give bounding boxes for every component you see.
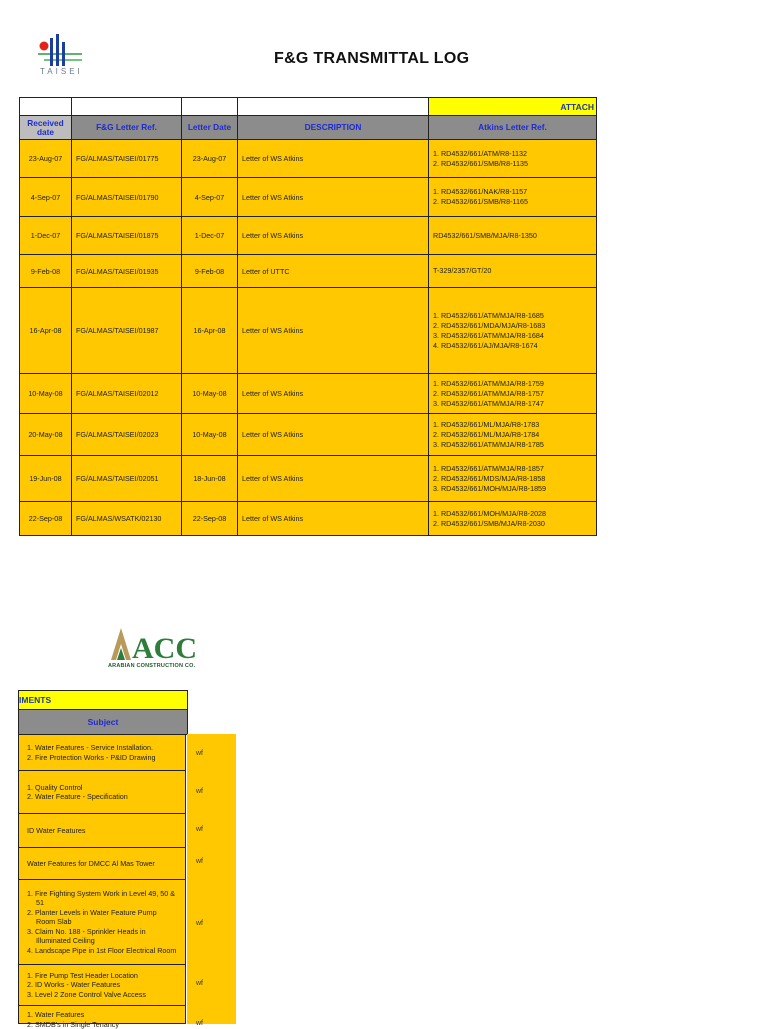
taisei-logo-text: TAISEI	[40, 67, 83, 76]
subject-item: 2. Fire Protection Works - P&ID Drawing	[27, 753, 155, 763]
subject-item: 2. Planter Levels in Water Feature Pump Room Slab	[27, 908, 177, 927]
table-row	[20, 288, 597, 374]
code-cell: wf	[187, 750, 236, 757]
code-cell: wf	[187, 858, 236, 865]
lower-group-header: IMENTS	[18, 690, 188, 710]
acc-logo-text: ACC	[132, 632, 197, 665]
subject-item: 1. Fire Fighting System Work in Level 49, 50 & 51	[27, 889, 177, 908]
atkins-ref-line: 3. RD4532/661/MOH/MJA/R8-1859	[433, 484, 592, 494]
atkins-ref-line: 4. RD4532/661/AJ/MJA/R8-1674	[433, 341, 592, 351]
cell-received-date: 10-May-08	[20, 374, 72, 414]
subject-item: 1. Fire Pump Test Header Location	[27, 971, 146, 981]
subject-item: ID Water Features	[27, 826, 85, 836]
document-title: F&G TRANSMITTAL LOG	[274, 50, 469, 68]
cell-fg-letter-ref: FG/ALMAS/TAISEI/01935	[72, 255, 182, 288]
header-atkins-letter-ref: Atkins Letter Ref.	[429, 116, 597, 140]
table-group-row	[20, 98, 597, 116]
atkins-ref-line: 2. RD4532/661/SMB/R8-1135	[433, 159, 592, 169]
cell-description: Letter of WS Atkins	[238, 288, 429, 374]
cell-atkins-refs	[429, 255, 597, 288]
subject-row	[18, 734, 186, 771]
table-row	[20, 456, 597, 502]
cell-received-date: 4-Sep-07	[20, 178, 72, 217]
cell-fg-letter-ref: FG/ALMAS/TAISEI/01987	[72, 288, 182, 374]
subject-item: 2. ID Works - Water Features	[27, 980, 146, 990]
cell-description: Letter of WS Atkins	[238, 502, 429, 536]
cell-atkins-refs	[429, 374, 597, 414]
cell-description: Letter of WS Atkins	[238, 217, 429, 255]
subject-row	[18, 813, 186, 848]
subject-item: Water Features for DMCC Al Mas Tower	[27, 859, 155, 869]
atkins-ref-line: 1. RD4532/661/MOH/MJA/R8-2028	[433, 509, 592, 519]
cell-fg-letter-ref: FG/ALMAS/WSATK/02130	[72, 502, 182, 536]
atkins-ref-line: 2. RD4532/661/MDS/MJA/R8-1858	[433, 474, 592, 484]
cell-fg-letter-ref: FG/ALMAS/TAISEI/02051	[72, 456, 182, 502]
atkins-ref-line: 2. RD4532/661/SMB/R8-1165	[433, 197, 592, 207]
table-header-row	[20, 116, 597, 140]
subject-item: 2. SMDB's in Single Tenancy	[27, 1020, 119, 1029]
table-row	[20, 255, 597, 288]
code-cell: wf	[187, 1020, 236, 1027]
subject-row	[18, 770, 186, 814]
table-row	[20, 502, 597, 536]
subject-item: 4. Landscape Pipe in 1st Floor Electrical Room	[27, 946, 177, 956]
subject-item: 1. Water Features	[27, 1010, 119, 1020]
cell-received-date: 1-Dec-07	[20, 217, 72, 255]
cell-received-date: 16-Apr-08	[20, 288, 72, 374]
subject-row	[18, 1005, 186, 1024]
cell-description: Letter of UTTC	[238, 255, 429, 288]
cell-letter-date: 23-Aug-07	[182, 140, 238, 178]
cell-letter-date: 22-Sep-08	[182, 502, 238, 536]
atkins-ref-line: 1. RD4532/661/ATM/MJA/R8-1685	[433, 311, 592, 321]
cell-atkins-refs	[429, 414, 597, 456]
header-received-date: Received date	[20, 116, 72, 140]
code-column	[187, 734, 236, 1024]
cell-atkins-refs	[429, 456, 597, 502]
code-cell: wf	[187, 826, 236, 833]
cell-atkins-refs	[429, 217, 597, 255]
subject-item: 2. Water Feature - Specification	[27, 792, 128, 802]
cell-letter-date: 1-Dec-07	[182, 217, 238, 255]
atkins-ref-line: T-329/2357/GT/20	[433, 266, 592, 276]
subject-row	[18, 964, 186, 1006]
cell-description: Letter of WS Atkins	[238, 414, 429, 456]
header-subject: Subject	[18, 709, 188, 735]
table-row	[20, 414, 597, 456]
cell-received-date: 23-Aug-07	[20, 140, 72, 178]
cell-description: Letter of WS Atkins	[238, 178, 429, 217]
cell-atkins-refs	[429, 140, 597, 178]
cell-description: Letter of WS Atkins	[238, 456, 429, 502]
cell-letter-date: 18-Jun-08	[182, 456, 238, 502]
cell-received-date: 9-Feb-08	[20, 255, 72, 288]
atkins-ref-line: 3. RD4532/661/ATM/MJA/R8-1747	[433, 399, 592, 409]
subject-row	[18, 847, 186, 880]
transmittal-table	[19, 97, 597, 536]
header-fg-letter-ref: F&G Letter Ref.	[72, 116, 182, 140]
acc-logo-subtext: ARABIAN CONSTRUCTION CO.	[108, 663, 195, 669]
atkins-ref-line: 1. RD4532/661/NAK/R8-1157	[433, 187, 592, 197]
atkins-ref-line: 3. RD4532/661/ATM/MJA/R8-1684	[433, 331, 592, 341]
atkins-ref-line: 3. RD4532/661/ATM/MJA/R8-1785	[433, 440, 592, 450]
cell-description: Letter of WS Atkins	[238, 374, 429, 414]
cell-fg-letter-ref: FG/ALMAS/TAISEI/02012	[72, 374, 182, 414]
cell-atkins-refs	[429, 288, 597, 374]
cell-received-date: 22-Sep-08	[20, 502, 72, 536]
table-row	[20, 178, 597, 217]
cell-description: Letter of WS Atkins	[238, 140, 429, 178]
header-description: DESCRIPTION	[238, 116, 429, 140]
cell-letter-date: 16-Apr-08	[182, 288, 238, 374]
atkins-ref-line: 1. RD4532/661/ML/MJA/R8-1783	[433, 420, 592, 430]
atkins-ref-line: 2. RD4532/661/MDA/MJA/R8-1683	[433, 321, 592, 331]
cell-letter-date: 4-Sep-07	[182, 178, 238, 217]
cell-fg-letter-ref: FG/ALMAS/TAISEI/01775	[72, 140, 182, 178]
cell-letter-date: 10-May-08	[182, 414, 238, 456]
cell-received-date: 20-May-08	[20, 414, 72, 456]
code-cell: wf	[187, 788, 236, 795]
cell-atkins-refs	[429, 178, 597, 217]
subject-item: 1. Quality Control	[27, 783, 128, 793]
cell-atkins-refs	[429, 502, 597, 536]
subject-item: 3. Level 2 Zone Control Valve Access	[27, 990, 146, 1000]
atkins-ref-line: 1. RD4532/661/ATM/R8-1132	[433, 149, 592, 159]
atkins-ref-line: 2. RD4532/661/SMB/MJA/R8-2030	[433, 519, 592, 529]
atkins-ref-line: 2. RD4532/661/ATM/MJA/R8-1757	[433, 389, 592, 399]
header-letter-date: Letter Date	[182, 116, 238, 140]
atkins-ref-line: 1. RD4532/661/ATM/MJA/R8-1759	[433, 379, 592, 389]
table-row	[20, 140, 597, 178]
atkins-ref-line: RD4532/661/SMB/MJA/R8-1350	[433, 231, 592, 241]
subject-item: 3. Claim No. 188 - Sprinkler Heads in Illuminated Ceiling	[27, 927, 177, 946]
subject-item: 1. Water Features - Service Installation.	[27, 743, 155, 753]
code-cell: wf	[187, 980, 236, 987]
code-cell: wf	[187, 920, 236, 927]
attachments-group-header: ATTACH	[429, 98, 597, 116]
table-row	[20, 374, 597, 414]
cell-fg-letter-ref: FG/ALMAS/TAISEI/01790	[72, 178, 182, 217]
table-row	[20, 217, 597, 255]
cell-letter-date: 9-Feb-08	[182, 255, 238, 288]
atkins-ref-line: 2. RD4532/661/ML/MJA/R8-1784	[433, 430, 592, 440]
cell-letter-date: 10-May-08	[182, 374, 238, 414]
cell-fg-letter-ref: FG/ALMAS/TAISEI/01875	[72, 217, 182, 255]
subject-row	[18, 879, 186, 965]
cell-received-date: 19-Jun-08	[20, 456, 72, 502]
atkins-ref-line: 1. RD4532/661/ATM/MJA/R8-1857	[433, 464, 592, 474]
cell-fg-letter-ref: FG/ALMAS/TAISEI/02023	[72, 414, 182, 456]
